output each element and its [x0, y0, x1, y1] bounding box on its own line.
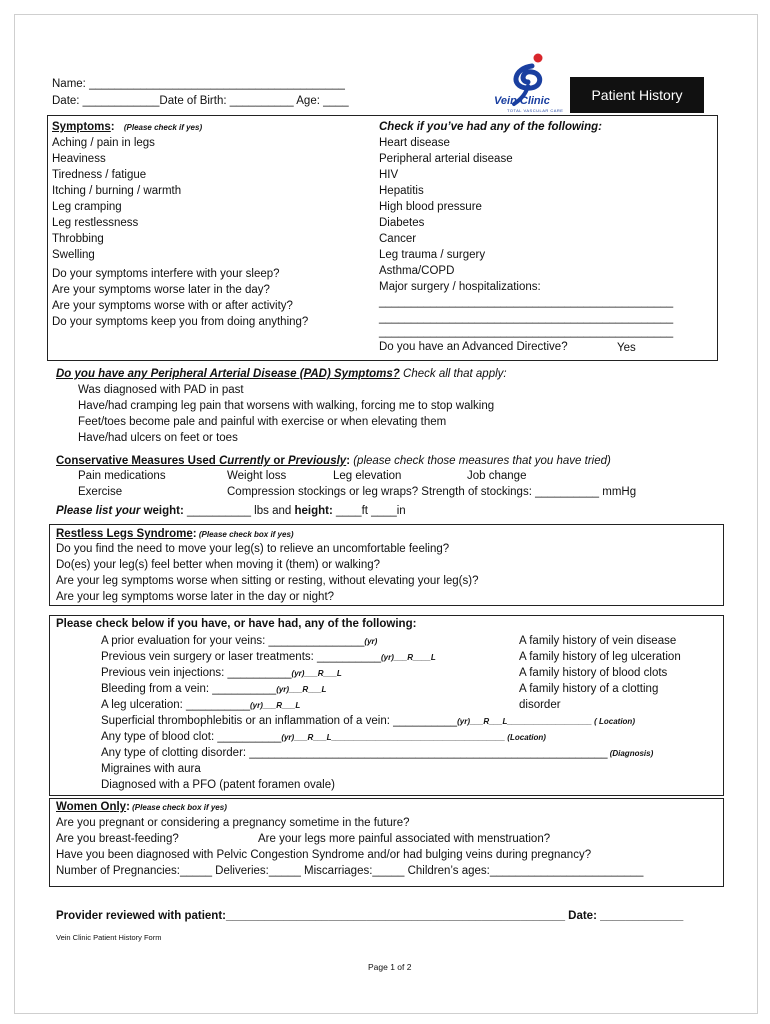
conservative-title-c: or: [270, 455, 289, 467]
measure-exercise[interactable]: Exercise: [78, 486, 123, 498]
advanced-directive-question: Do you have an Advanced Directive?: [379, 341, 568, 353]
restless-legs-heading: [56, 528, 294, 540]
prior-evaluation-label: A prior evaluation for your veins: _______________: [101, 635, 365, 647]
symptom-item[interactable]: Throbbing: [52, 233, 104, 245]
pfo-item[interactable]: Diagnosed with a PFO (patent foramen ovale): [101, 779, 335, 791]
measure-job-change[interactable]: Job change: [467, 470, 527, 482]
family-history-item[interactable]: A family history of leg ulceration: [519, 651, 681, 663]
symptom-question[interactable]: Are your symptoms worse with or after activity?: [52, 300, 293, 312]
condition-item[interactable]: High blood pressure: [379, 201, 482, 213]
hospitalization-line[interactable]: ______________________________________________: [379, 326, 674, 338]
bleeding-tail: (yr)___R___L: [276, 685, 327, 694]
symptom-question[interactable]: Do your symptoms keep you from doing anything?: [52, 316, 309, 328]
blood-clot-field[interactable]: [101, 731, 546, 743]
symptom-item[interactable]: Itching / burning / warmth: [52, 185, 182, 197]
blood-clot-label: Any type of blood clot: __________: [101, 731, 282, 743]
restless-question[interactable]: Are your leg symptoms worse later in the day or night?: [56, 591, 335, 603]
measure-pain-medications[interactable]: Pain medications: [78, 470, 166, 482]
conservative-title-b: Currently: [219, 455, 271, 467]
pregnancy-question[interactable]: Are you pregnant or considering a pregnancy sometime in the future?: [56, 817, 410, 829]
pad-note: Check all that apply:: [399, 368, 507, 380]
measure-leg-elevation[interactable]: Leg elevation: [333, 470, 402, 482]
weight-label: weight:: [140, 505, 188, 517]
thrombophlebitis-field[interactable]: [101, 715, 635, 727]
breastfeeding-question[interactable]: Are you breast-feeding?: [56, 833, 179, 845]
symptom-item[interactable]: Swelling: [52, 249, 95, 261]
condition-item[interactable]: Hepatitis: [379, 185, 424, 197]
condition-item[interactable]: Leg trauma / surgery: [379, 249, 486, 261]
symptoms-title: Symptoms: [52, 121, 111, 133]
symptom-question[interactable]: Are your symptoms worse later in the day?: [52, 284, 270, 296]
restless-question[interactable]: Do(es) your leg(s) feel better when moving it (them) or walking?: [56, 559, 381, 571]
clotting-disorder-label: Any type of clotting disorder: ________________________________________________________: [101, 747, 608, 759]
form-title: Patient History: [591, 87, 683, 103]
condition-item[interactable]: Heart disease: [379, 137, 450, 149]
pad-item[interactable]: Have/had ulcers on feet or toes: [78, 432, 238, 444]
thrombophlebitis-label: Superficial thrombophlebitis or an inflammation of a vein: __________: [101, 715, 458, 727]
symptom-item[interactable]: Heaviness: [52, 153, 106, 165]
pad-item[interactable]: Was diagnosed with PAD in past: [78, 384, 244, 396]
logo-tagline: TOTAL VASCULAR CARE: [507, 108, 564, 113]
condition-item[interactable]: Cancer: [379, 233, 417, 245]
condition-item[interactable]: Major surgery / hospitalizations:: [379, 281, 541, 293]
measure-compression-stockings[interactable]: Compression stockings or leg wraps? Strength of stockings: __________ mmHg: [227, 486, 637, 498]
ulceration-label: A leg ulceration: __________: [101, 699, 250, 711]
condition-item[interactable]: HIV: [379, 169, 399, 181]
prior-evaluation-yr: (yr): [364, 637, 378, 646]
women-only-colon: :: [126, 801, 130, 813]
migraines-item[interactable]: Migraines with aura: [101, 763, 201, 775]
name-field[interactable]: Name: ________________________________________: [52, 78, 345, 90]
weight-prompt: Please list your: [56, 505, 141, 517]
conditions-heading: Check if you’ve had any of the following:: [379, 121, 602, 133]
previous-surgery-label: Previous vein surgery or laser treatments: __________: [101, 651, 381, 663]
pad-item[interactable]: Feet/toes become pale and painful with exercise or when elevating them: [78, 416, 447, 428]
symptoms-note: (Please check if yes): [123, 123, 203, 132]
conservative-title-a: Conservative Measures Used: [56, 455, 219, 467]
pelvic-congestion-question[interactable]: Have you been diagnosed with Pelvic Congestion Syndrome and/or had bulging veins during pregnancy?: [56, 849, 592, 861]
pad-heading: [56, 368, 507, 380]
prior-evaluation-field[interactable]: [101, 635, 377, 647]
clotting-disorder-field[interactable]: [101, 747, 653, 759]
menstruation-question[interactable]: Are your legs more painful associated with menstruation?: [258, 833, 551, 845]
form-title-badge: [570, 77, 704, 113]
previous-surgery-tail: (yr)___R____L: [381, 653, 436, 662]
pad-item[interactable]: Have/had cramping leg pain that worsens with walking, forcing me to stop walking: [78, 400, 495, 412]
previous-injections-field[interactable]: [101, 667, 342, 679]
family-history-item[interactable]: A family history of vein disease: [519, 635, 677, 647]
restless-question[interactable]: Are your leg symptoms worse when sitting or resting, without elevating your leg(s)?: [56, 575, 479, 587]
symptom-question[interactable]: Do your symptoms interfere with your sleep?: [52, 268, 280, 280]
hospitalization-line[interactable]: ______________________________________________: [379, 312, 674, 324]
bleeding-field[interactable]: [101, 683, 326, 695]
ulceration-field[interactable]: [101, 699, 300, 711]
logo-wordmark: Vein Clinic: [494, 95, 550, 107]
previous-injections-label: Previous vein injections: __________: [101, 667, 292, 679]
weight-height-line[interactable]: [56, 505, 406, 517]
pregnancy-counts-field[interactable]: Number of Pregnancies:_____ Deliveries:_____ Miscarriages:_____ Children’s ages:________________________: [56, 865, 644, 877]
height-label: height:: [294, 505, 336, 517]
hospitalization-line[interactable]: ______________________________________________: [379, 296, 674, 308]
blood-clot-tail: (yr)___R___L_______________________________________ (Location): [281, 733, 546, 742]
women-only-title: Women Only: [56, 801, 127, 813]
clotting-disorder-tail: (Diagnosis): [607, 749, 654, 758]
conservative-title-e: :: [346, 455, 351, 467]
symptoms-colon: :: [110, 121, 115, 133]
women-only-note: (Please check box if yes): [129, 803, 227, 812]
symptom-item[interactable]: Aching / pain in legs: [52, 137, 155, 149]
restless-legs-note: (Please check box if yes): [196, 530, 294, 539]
page-number: Page 1 of 2: [368, 962, 412, 972]
form-name: Vein Clinic Patient History Form: [56, 933, 162, 942]
condition-item[interactable]: Asthma/COPD: [379, 265, 455, 277]
provider-review-field[interactable]: Provider reviewed with patient:_____________________________________________________ Date: _____________: [56, 910, 684, 922]
bleeding-label: Bleeding from a vein: __________: [101, 683, 277, 695]
symptom-item[interactable]: Leg restlessness: [52, 217, 139, 229]
previous-injections-tail: (yr)___R___L: [291, 669, 342, 678]
symptom-item[interactable]: Tiredness / fatigue: [52, 169, 147, 181]
height-blank: ____ft ____in: [335, 505, 406, 517]
restless-legs-title: Restless Legs Syndrome: [56, 528, 193, 540]
vein-history-heading: Please check below if you have, or have had, any of the following:: [56, 618, 417, 630]
women-only-heading: [56, 801, 227, 813]
condition-item[interactable]: Peripheral arterial disease: [379, 153, 513, 165]
measure-weight-loss[interactable]: Weight loss: [227, 470, 287, 482]
thrombophlebitis-tail: (yr)___R___L___________________ ( Location): [457, 717, 635, 726]
family-history-item-cont: disorder: [519, 699, 561, 711]
pad-title: Do you have any Peripheral Arterial Disease (PAD) Symptoms?: [56, 368, 400, 380]
weight-blank: __________ lbs and: [187, 505, 295, 517]
date-dob-age-fields[interactable]: Date: ____________Date of Birth: __________ Age: ____: [52, 95, 349, 107]
restless-legs-colon: :: [192, 528, 197, 540]
family-history-item[interactable]: A family history of a clotting: [519, 683, 659, 695]
ulceration-tail: (yr)___R___L: [249, 701, 301, 710]
conservative-note: (please check those measures that you have tried): [350, 455, 611, 467]
previous-surgery-field[interactable]: [101, 651, 436, 663]
restless-question[interactable]: Do you find the need to move your leg(s) to relieve an uncomfortable feeling?: [56, 543, 450, 555]
conservative-title-d: Previously: [288, 455, 347, 467]
symptoms-heading: [52, 121, 202, 133]
symptom-item[interactable]: Leg cramping: [52, 201, 122, 213]
advanced-directive-yes[interactable]: Yes: [617, 342, 636, 354]
conservative-heading: [56, 455, 611, 467]
condition-item[interactable]: Diabetes: [379, 217, 425, 229]
family-history-item[interactable]: A family history of blood clots: [519, 667, 668, 679]
